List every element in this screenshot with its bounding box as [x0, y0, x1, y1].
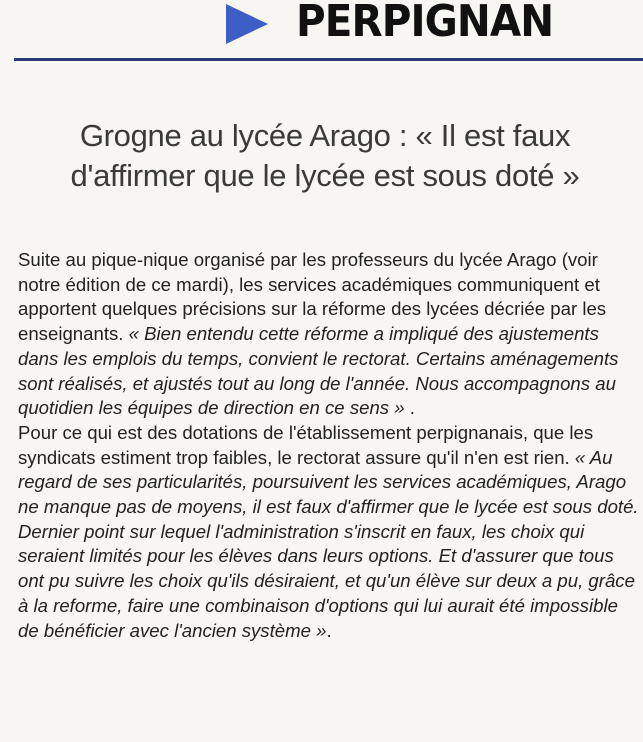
paragraph-2-end: .: [326, 619, 332, 641]
section-header: [0, 0, 643, 62]
article-body: [18, 248, 640, 643]
paragraph-1-end: .: [404, 397, 415, 419]
paragraph-1: [18, 248, 640, 421]
paragraph-2: [18, 421, 640, 643]
headline-line-2: d'affirmer que le lycée est sous doté »: [70, 158, 580, 193]
article-headline: [12, 116, 638, 196]
paragraph-2-intro: Pour ce qui est des dotations de l'établissement perpignanais, que les syndicats estiment trop faibles, le rectorat assure qu'il n'en est rien.: [18, 421, 594, 468]
paragraph-2-quote: « Au regard de ses particularités, poursuivent les services académiques, Arago ne manque pas de moyens, il est faux d'affirmer que le lycée est sous doté. Dernier point sur lequel l'administration s'inscrit en faux, les choix qui seraient limités pour les élèves dans leurs options. Et d'assurer que tous ont pu suivre les choix qu'ils désiraient, et qu'un élève sur deux a pu, grâce à la reforme, faire une combinaison d'options qui lui aurait été impossible de bénéficier avec l'ancien système »: [18, 446, 639, 641]
paragraph-1-intro: Suite au pique-nique organisé par les professeurs du lycée Arago (voir notre édition de ce mardi), les services académiques communiquent et apportent quelques précisions sur la réforme des lycées décriée par les enseignants.: [18, 249, 607, 345]
triangle-right-icon: [224, 2, 270, 46]
header-rule: [14, 58, 643, 61]
headline-line-1: Grogne au lycée Arago : « Il est faux: [79, 118, 571, 153]
section-title: PERPIGNAN: [296, 0, 554, 47]
paragraph-1-quote: « Bien entendu cette réforme a impliqué des ajustements dans les emplois du temps, convient le rectorat. Certains aménagements sont réalisés, et ajustés tout au long de l'année. Nous accompagnons au quotidien les équipes de direction en ce sens »: [18, 323, 619, 419]
